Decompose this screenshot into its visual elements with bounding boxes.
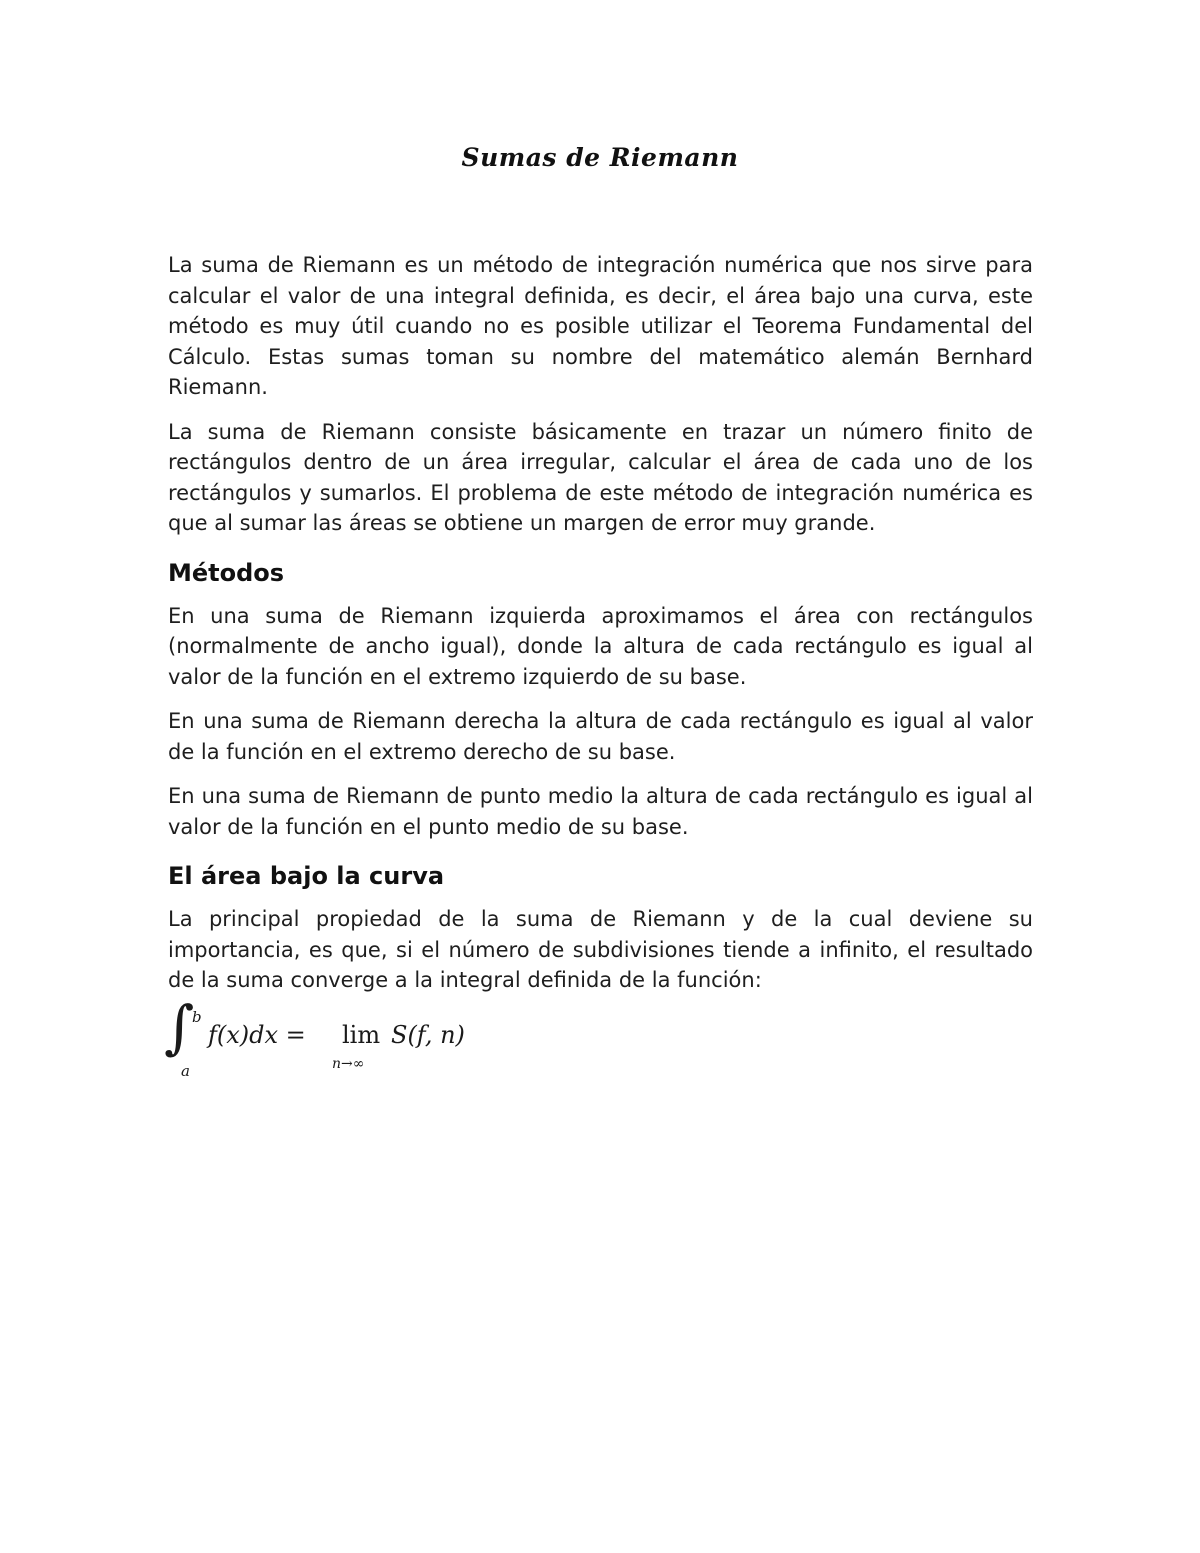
methods-paragraph-right: En una suma de Riemann derecha la altura de cada rectángulo es igual al valor de la función en el extremo derecho de su base. — [168, 709, 1033, 764]
area-heading: El área bajo la curva — [168, 862, 445, 890]
limit-operator: lim — [342, 1020, 381, 1049]
integrand: f(x)dx = — [208, 1020, 306, 1049]
riemann-sum-expression: S(f, n) — [391, 1020, 465, 1049]
document-body — [164, 250, 1033, 1084]
intro-paragraph-1: La suma de Riemann es un método de integración numérica que nos sirve para calcular el valor de una integral definida, es decir, el área bajo una curva, este método es muy útil cuando no es posible utilizar el Teorema Fundamental del Cálculo. Estas sumas toman su nombre del matemático alemán Bernhard Riemann. — [168, 253, 1033, 399]
area-paragraph: La principal propiedad de la suma de Riemann y de la cual deviene su importancia, es que, si el número de subdivisiones tiende a infinito, el resultado de la suma converge a la integral definida de la función: — [168, 907, 1033, 992]
integral-lower-limit: a — [181, 1061, 190, 1080]
integral-upper-limit: b — [192, 1007, 202, 1026]
riemann-limit-formula — [164, 992, 1033, 1084]
methods-paragraph-midpoint: En una suma de Riemann de punto medio la altura de cada rectángulo es igual al valor de la función en el punto medio de su base. — [168, 784, 1033, 839]
document-title: Sumas de Riemann — [461, 143, 739, 172]
methods-heading: Métodos — [168, 558, 285, 587]
integral-symbol: ∫ — [164, 992, 195, 1061]
limit-subscript: n→∞ — [332, 1055, 365, 1072]
methods-paragraph-left: En una suma de Riemann izquierda aproximamos el área con rectángulos (normalmente de ancho igual), donde la altura de cada rectángulo es igual al valor de la función en el extremo izquierdo de su base. — [168, 603, 1033, 689]
intro-paragraph-2: La suma de Riemann consiste básicamente en trazar un número finito de rectángulos dentro de un área irregular, calcular el área de cada uno de los rectángulos y sumarlos. El problema de este método de integración numérica es que al sumar las áreas se obtiene un margen de error muy grande. — [168, 419, 1033, 535]
